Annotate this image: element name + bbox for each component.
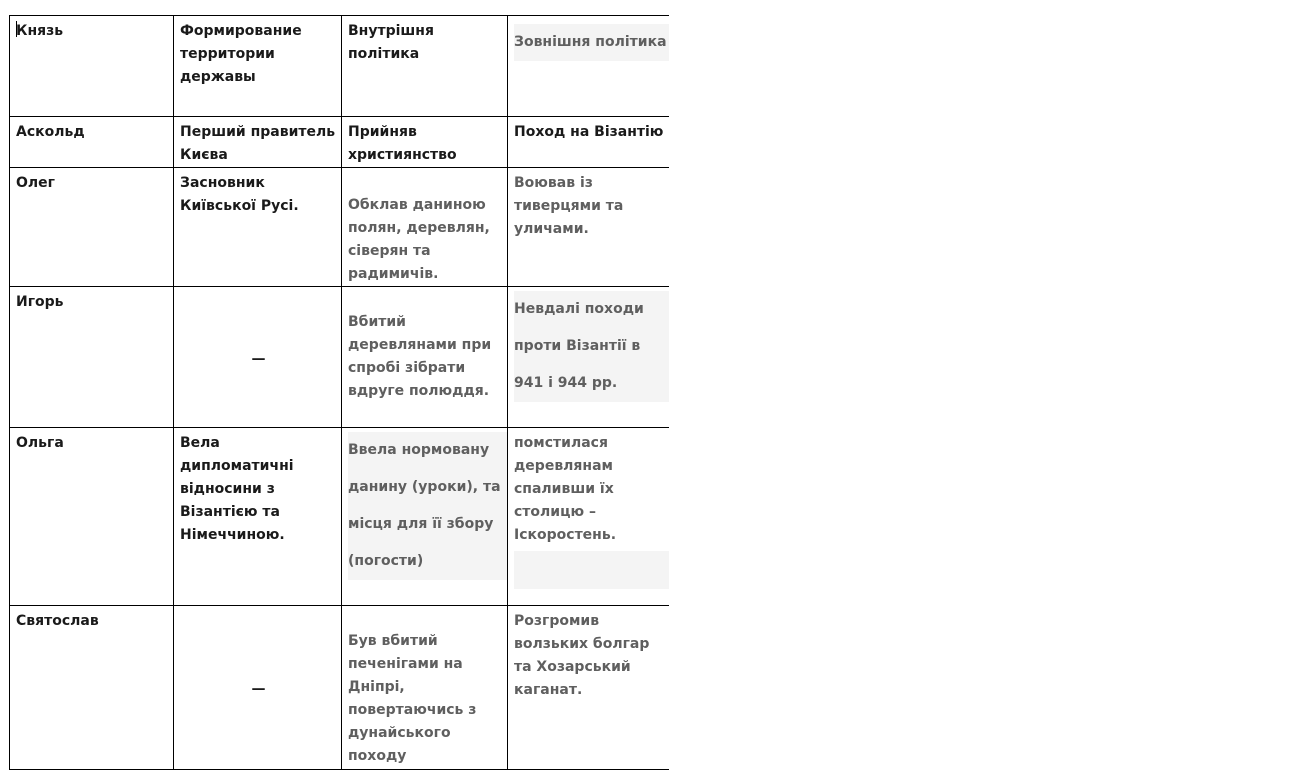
cell-territory[interactable]: [174, 168, 342, 287]
cell-text: Воював із тиверцями та уличами.: [514, 175, 624, 237]
cell-external[interactable]: [508, 606, 670, 770]
cell-internal[interactable]: [342, 428, 508, 606]
cell-prince[interactable]: [10, 287, 174, 428]
table-row: [10, 287, 670, 428]
cell-prince[interactable]: [10, 168, 174, 287]
cell-text: Обклав даниною полян, деревлян, сіверян та радимичів.: [348, 197, 490, 282]
cell-external[interactable]: [508, 428, 670, 606]
cell-internal[interactable]: [342, 168, 508, 287]
cell-text: Перший правитель Києва: [180, 124, 336, 163]
header-label: Формирование территории державы: [180, 23, 302, 85]
cell-text: помстилася деревлянам спаливши їх столицю – Іскоростень.: [514, 435, 617, 543]
cell-prince[interactable]: [10, 606, 174, 770]
header-cell-external[interactable]: [508, 16, 670, 117]
cell-text: —: [251, 681, 266, 697]
cell-external[interactable]: [508, 117, 670, 168]
princes-table: [9, 15, 669, 770]
header-label: Зовнішня політика: [514, 24, 669, 61]
cell-text: Вела дипломатичні відносини з Візантією та Німеччиною.: [180, 435, 294, 543]
cell-text: Прийняв християнство: [348, 124, 457, 163]
table-row: [10, 168, 670, 287]
cell-territory[interactable]: [174, 117, 342, 168]
header-label: Князь: [16, 23, 64, 39]
cell-text: Вбитий деревлянами при спробі зібрати вдруге полюддя.: [348, 314, 492, 399]
cell-external[interactable]: [508, 287, 670, 428]
cell-text: Игорь: [16, 294, 64, 310]
cell-text: Ольга: [16, 435, 64, 451]
cell-internal[interactable]: [342, 287, 508, 428]
cell-text: Ввела нормовану данину (уроки), та місця для її збору (погости): [348, 432, 507, 580]
cell-prince[interactable]: [10, 117, 174, 168]
table-row: [10, 428, 670, 606]
cell-territory[interactable]: [174, 428, 342, 606]
table-header-row: [10, 16, 670, 117]
cell-external[interactable]: [508, 168, 670, 287]
cell-territory[interactable]: [174, 606, 342, 770]
cell-internal[interactable]: [342, 117, 508, 168]
header-label: Внутрішня політика: [348, 23, 434, 62]
table-row: [10, 117, 670, 168]
cell-territory[interactable]: [174, 287, 342, 428]
cell-text: Невдалі походи проти Візантії в 941 і 944 рр.: [514, 291, 669, 402]
header-cell-internal[interactable]: [342, 16, 508, 117]
document-page: [9, 15, 669, 771]
cell-text: Поход на Візантію: [514, 124, 664, 140]
cell-text: Олег: [16, 175, 55, 191]
cell-text: Аскольд: [16, 124, 85, 140]
cell-text: Святослав: [16, 613, 99, 629]
cell-prince[interactable]: [10, 428, 174, 606]
cell-text: Засновник Київської Русі.: [180, 175, 299, 214]
cell-text: Був вбитий печенігами на Дніпрі, повертаючись з дунайського походу: [348, 633, 477, 764]
cell-text: —: [251, 350, 266, 367]
cell-text: Розгромив волзьких болгар та Хозарський каганат.: [514, 613, 650, 698]
cell-internal[interactable]: [342, 606, 508, 770]
header-cell-territory[interactable]: [174, 16, 342, 117]
header-cell-prince[interactable]: [10, 16, 174, 117]
table-row: [10, 606, 670, 770]
shaded-area: [514, 551, 669, 589]
